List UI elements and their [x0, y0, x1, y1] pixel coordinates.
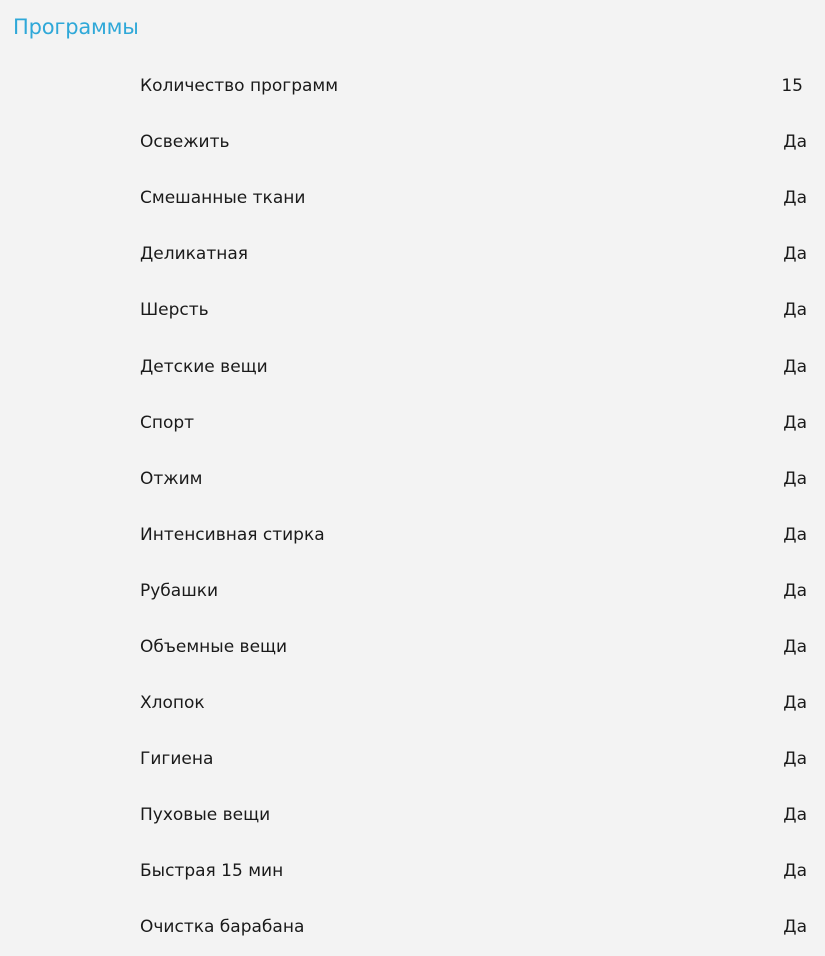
spec-row-wool [140, 282, 807, 338]
spec-label: Отжим [140, 468, 203, 489]
spec-list [140, 58, 807, 956]
spec-label: Смешанные ткани [140, 188, 306, 209]
spec-value: Да [783, 805, 807, 826]
spec-row-baby-clothes [140, 338, 807, 394]
spec-label: Хлопок [140, 693, 205, 714]
spec-row-drum-clean [140, 899, 807, 955]
spec-value: Да [783, 132, 807, 153]
spec-label: Объемные вещи [140, 636, 288, 657]
spec-row-quick-15 [140, 843, 807, 899]
spec-label: Спорт [140, 412, 195, 433]
spec-label: Очистка барабана [140, 917, 305, 938]
spec-row-down-items [140, 787, 807, 843]
spec-value: Да [783, 693, 807, 714]
spec-value: Да [783, 412, 807, 433]
spec-label: Освежить [140, 132, 230, 153]
spec-value: Да [783, 917, 807, 938]
spec-value: Да [783, 244, 807, 265]
spec-value: Да [783, 861, 807, 882]
spec-value: Да [783, 188, 807, 209]
spec-row-bulky-items [140, 619, 807, 675]
spec-label: Рубашки [140, 580, 219, 601]
spec-value: Да [783, 580, 807, 601]
spec-value: Да [783, 468, 807, 489]
spec-value: Да [783, 636, 807, 657]
spec-label: Быстрая 15 мин [140, 861, 284, 882]
spec-value: Да [783, 524, 807, 545]
spec-row-hygiene [140, 731, 807, 787]
spec-row-spin [140, 451, 807, 507]
spec-value: 15 [781, 76, 803, 97]
spec-value: Да [783, 356, 807, 377]
spec-row-mixed-fabrics [140, 170, 807, 226]
spec-label: Гигиена [140, 749, 214, 770]
spec-row-sport [140, 395, 807, 451]
spec-label: Шерсть [140, 300, 209, 321]
section-title: Программы [13, 15, 139, 39]
spec-label: Количество программ [140, 76, 339, 97]
spec-label: Деликатная [140, 244, 249, 265]
spec-label: Пуховые вещи [140, 805, 271, 826]
spec-row-cotton [140, 675, 807, 731]
spec-row-delicate [140, 226, 807, 282]
spec-row-shirts [140, 563, 807, 619]
spec-row-program-count [140, 58, 807, 114]
spec-label: Интенсивная стирка [140, 524, 325, 545]
spec-label: Детские вещи [140, 356, 268, 377]
spec-row-refresh [140, 114, 807, 170]
spec-value: Да [783, 300, 807, 321]
spec-row-intensive-wash [140, 507, 807, 563]
spec-value: Да [783, 749, 807, 770]
